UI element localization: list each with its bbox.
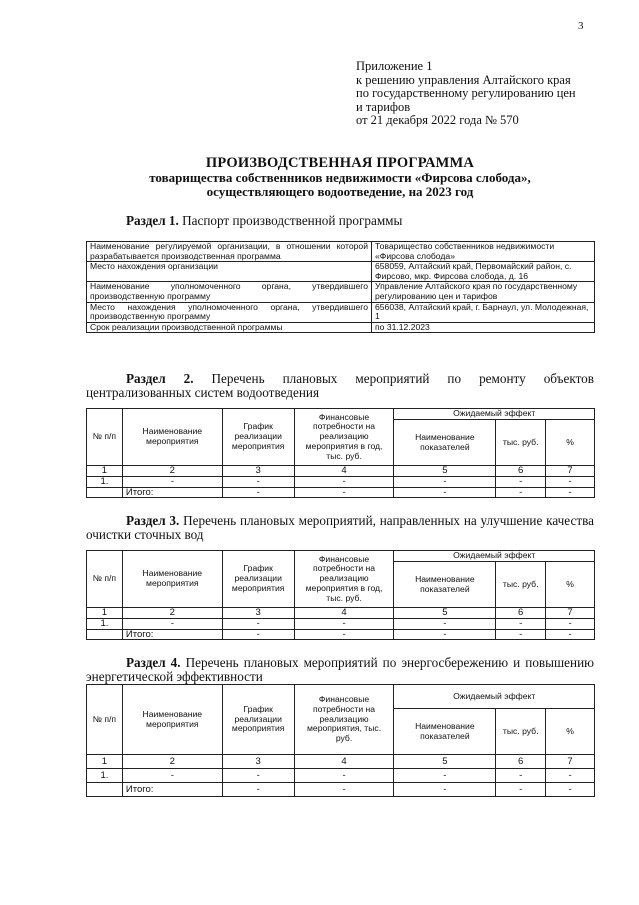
table-cell: -: [222, 618, 294, 629]
title-main: ПРОИЗВОДСТВЕННАЯ ПРОГРАММА: [205, 155, 475, 171]
header-cell: Наименование показателей: [394, 562, 496, 608]
header-cell: Финансовые потребности на реализацию мероприятия в год, тыс. руб.: [294, 409, 394, 466]
table-cell: 2: [122, 466, 222, 477]
header-cell: № п/п: [87, 551, 123, 608]
table-cell: -: [546, 487, 595, 498]
appendix-line: по государственному регулированию цен: [356, 86, 576, 101]
header-cell: тыс. руб.: [496, 709, 546, 755]
table-cell: -: [394, 783, 496, 797]
table-cell: 2: [122, 608, 222, 619]
table-cell: -: [546, 629, 595, 640]
header-cell: № п/п: [87, 685, 123, 755]
table-cell: -: [294, 476, 394, 487]
total-label: Итого:: [122, 487, 222, 498]
title-line: осуществляющего водоотведение, на 2023 год: [206, 184, 474, 199]
table-cell: -: [496, 618, 546, 629]
table-row: [87, 282, 595, 302]
table-cell: 5: [394, 755, 496, 769]
table-cell: 1: [87, 466, 123, 477]
table-row: [87, 551, 595, 562]
section-text: Паспорт производственной программы: [178, 213, 403, 228]
table-cell: 1: [87, 755, 123, 769]
table-cell: -: [294, 783, 394, 797]
table-row: [87, 466, 595, 477]
table-cell: -: [496, 629, 546, 640]
table-cell: -: [122, 769, 222, 783]
header-cell: %: [546, 420, 595, 466]
header-cell: График реализации мероприятия: [222, 409, 294, 466]
table-cell: по 31.12.2023: [372, 322, 595, 333]
table-cell: 6: [496, 466, 546, 477]
section1-heading: [126, 214, 402, 228]
table-cell: Товарищество собственников недвижимости «Фирсова слобода»: [372, 242, 595, 262]
section3-heading: [86, 514, 594, 542]
table-cell: -: [222, 487, 294, 498]
table-cell: -: [546, 769, 595, 783]
header-cell: Финансовые потребности на реализацию мероприятия, тыс. руб.: [294, 685, 394, 755]
document-title: [80, 156, 600, 200]
table-row-total: [87, 783, 595, 797]
header-cell: Ожидаемый эффект: [394, 409, 595, 420]
table-row: [87, 322, 595, 333]
table-cell: -: [394, 618, 496, 629]
table-row-total: [87, 629, 595, 640]
table-row: [87, 618, 595, 629]
header-cell: %: [546, 709, 595, 755]
table-cell: -: [496, 769, 546, 783]
section4-heading: [86, 656, 594, 684]
table-cell: -: [222, 783, 294, 797]
section-label: Раздел 4.: [126, 655, 181, 670]
plan-table-section3: [86, 550, 595, 640]
section-label: Раздел 1.: [126, 213, 179, 228]
title-line: товарищества собственников недвижимости «Фирсова слобода»,: [149, 169, 531, 185]
header-cell: тыс. руб.: [496, 420, 546, 466]
appendix-line: к решению управления Алтайского края: [356, 72, 571, 87]
table-cell: 658059, Алтайский край, Первомайский район, с. Фирсово, мкр. Фирсова слобода, д. 16: [372, 262, 595, 282]
table-cell: 5: [394, 466, 496, 477]
header-cell: Ожидаемый эффект: [394, 551, 595, 562]
table-cell: -: [496, 476, 546, 487]
passport-table: [86, 241, 595, 333]
header-cell: Финансовые потребности на реализацию мероприятия в год, тыс. руб.: [294, 551, 394, 608]
table-row: [87, 302, 595, 322]
table-cell: 5: [394, 608, 496, 619]
appendix-line: и тарифов: [356, 99, 411, 114]
table-row: [87, 685, 595, 709]
table-cell: -: [122, 476, 222, 487]
table-row: [87, 755, 595, 769]
table-cell: 3: [222, 608, 294, 619]
table-cell: -: [294, 487, 394, 498]
table-cell: 2: [122, 755, 222, 769]
table-cell: -: [294, 769, 394, 783]
page-number: 3: [578, 20, 584, 32]
table-cell: [87, 629, 123, 640]
table-cell: -: [294, 629, 394, 640]
table-cell: -: [394, 476, 496, 487]
total-label: Итого:: [122, 783, 222, 797]
table-cell: -: [222, 769, 294, 783]
plan-table-section2: [86, 408, 595, 498]
header-cell: № п/п: [87, 409, 123, 466]
header-cell: %: [546, 562, 595, 608]
table-cell: 7: [546, 608, 595, 619]
table-cell: -: [394, 769, 496, 783]
appendix-line: Приложение 1: [356, 59, 433, 73]
table-cell: Срок реализации производственной программы: [87, 322, 372, 333]
table-row: [87, 409, 595, 420]
table-cell: [87, 487, 123, 498]
header-cell: Наименование показателей: [394, 709, 496, 755]
section-text: Перечень плановых мероприятий, направленных на улучшение качества очистки сточных вод: [86, 513, 594, 542]
table-cell: -: [546, 783, 595, 797]
table-row: [87, 242, 595, 262]
header-cell: График реализации мероприятия: [222, 685, 294, 755]
table-cell: 4: [294, 608, 394, 619]
section2-heading: [86, 372, 594, 400]
table-cell: -: [546, 476, 595, 487]
table-cell: 1.: [87, 618, 123, 629]
table-cell: 3: [222, 466, 294, 477]
table-cell: 1.: [87, 476, 123, 487]
table-row: [87, 262, 595, 282]
table-cell: -: [546, 618, 595, 629]
table-cell: -: [394, 629, 496, 640]
table-cell: -: [294, 618, 394, 629]
table-cell: Управление Алтайского края по государственному регулированию цен и тарифов: [372, 282, 595, 302]
table-cell: 656038, Алтайский край, г. Барнаул, ул. Молодежная, 1: [372, 302, 595, 322]
table-cell: [87, 783, 123, 797]
table-cell: Наименование уполномоченного органа, утвердившего производственную программу: [87, 282, 372, 302]
section-text: Перечень плановых мероприятий по энергосбережению и повышению энергетической эффективности: [86, 655, 594, 684]
table-cell: 4: [294, 466, 394, 477]
table-cell: -: [222, 629, 294, 640]
table-row: [87, 769, 595, 783]
header-cell: Наименование мероприятия: [122, 409, 222, 466]
section-label: Раздел 3.: [126, 513, 180, 528]
table-cell: 7: [546, 466, 595, 477]
total-label: Итого:: [122, 629, 222, 640]
table-cell: -: [122, 618, 222, 629]
table-cell: 4: [294, 755, 394, 769]
table-cell: 6: [496, 608, 546, 619]
table-row-total: [87, 487, 595, 498]
table-cell: Наименование регулируемой организации, в отношении которой разрабатывается производственная программа: [87, 242, 372, 262]
table-cell: -: [496, 487, 546, 498]
table-cell: Место нахождения уполномоченного органа, утвердившего производственную программу: [87, 302, 372, 322]
table-cell: -: [394, 487, 496, 498]
table-cell: -: [496, 783, 546, 797]
header-cell: Наименование мероприятия: [122, 685, 222, 755]
section-label: Раздел 2.: [126, 371, 194, 386]
table-cell: 1: [87, 608, 123, 619]
table-cell: 1.: [87, 769, 123, 783]
header-cell: Ожидаемый эффект: [394, 685, 595, 709]
table-cell: 7: [546, 755, 595, 769]
table-row: [87, 608, 595, 619]
table-cell: Место нахождения организации: [87, 262, 372, 282]
header-cell: Наименование мероприятия: [122, 551, 222, 608]
section-text: Перечень плановых мероприятий по ремонту объектов централизованных систем водоотведения: [86, 371, 594, 400]
appendix-line: от 21 декабря 2022 года № 570: [356, 113, 519, 128]
header-cell: График реализации мероприятия: [222, 551, 294, 608]
header-cell: Наименование показателей: [394, 420, 496, 466]
table-cell: 6: [496, 755, 546, 769]
table-row: [87, 476, 595, 487]
table-cell: 3: [222, 755, 294, 769]
table-cell: -: [222, 476, 294, 487]
header-cell: тыс. руб.: [496, 562, 546, 608]
appendix-note: [356, 60, 606, 128]
plan-table-section4: [86, 684, 595, 797]
